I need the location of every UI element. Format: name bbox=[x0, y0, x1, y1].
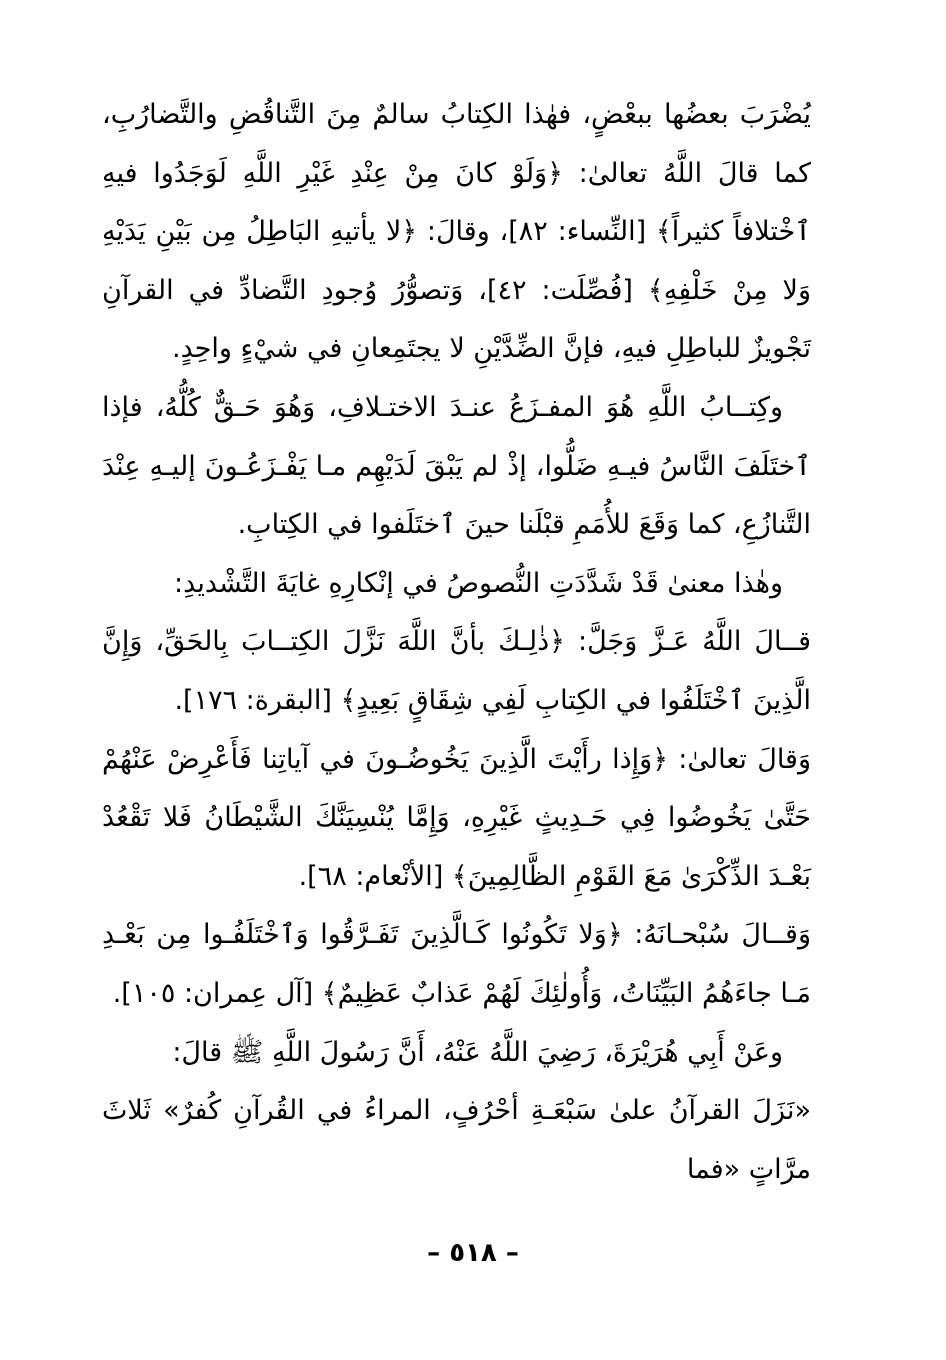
paragraph-7: وعَنْ أَبِي هُرَيْرَةَ، رَضِيَ اللَّهُ عَنْهُ، أَنَّ رَسُولَ اللَّهِ ﷺ قالَ: bbox=[172, 1036, 783, 1068]
paragraph-1: يُضْرَبَ بعضُها ببعْضٍ، فهٰذا الكِتابُ سالمٌ مِنَ التَّناقُضِ والتَّضارُبِ، كما قالَ اللَّهُ تعالىٰ: ﴿وَلَوْ كانَ مِنْ عِنْدِ غَيْرِ اللَّهِ لَوَجَدُوا فيهِ ٱخْتلافاً كثيراً﴾ [النِّساء: ٨٢]، وقالَ: ﴿لا يأتيهِ البَاطِلُ مِن بَيْنِ يَدَيْهِ وَلا مِنْ خَلْفِهِ﴾ [فُصِّلَت: ٤٢]، وَتصوُّرُ وُجودِ التَّضادِّ في القرآنِ تَجْويزٌ للباطِلِ فيهِ، فإنَّ الضِّدَّيْنِ لا يجتَمِعانِ في شيْءٍ واحِدٍ. bbox=[102, 99, 811, 365]
paragraph-3: وهٰذا معنىٰ قَدْ شَدَّدَتِ النُّصوصُ في إنْكارِهِ غايَةَ التَّشْديدِ: bbox=[174, 567, 783, 599]
paragraph-5: وَقالَ تعالىٰ: ﴿وَإِذا رأَيْتَ الَّذِينَ يَخُوضُـونَ في آياتِنا فَأَعْرِضْ عَنْهُمْ حَتَّىٰ يَخُوضُوا فِي حَـدِيثٍ غَيْرِهِ، وَإِمَّا يُنْسِيَنَّكَ الشَّيْطَانُ فَلا تَقْعُدْ بَعْـدَ الذِّكْرَىٰ مَعَ القَوْمِ الظَّالِمِينَ﴾ [الأنْعام: ٦٨]. bbox=[102, 743, 811, 892]
paragraph-8: «نَزَلَ القرآنُ علىٰ سَبْعَـةِ أحْرُفٍ، المراءُ في القُرآنِ كُفرٌ» ثَلاثَ مرَّاتٍ «فما bbox=[102, 1095, 811, 1185]
paragraph-2: وكِتــابُ اللَّهِ هُوَ المفـزَعُ عنـدَ الاختـلافِ، وَهُوَ حَـقٌّ كُلُّهُ، فإذا ٱختَلَفَ النَّاسُ فيـهِ ضَلُّوا، إذْ لم يَبْقَ لَدَيْهِم مـا يَفْـزَعُـونَ إليـهِ عِنْدَ التَّنازُعِ، كما وَقَعَ للأُمَمِ قبْلَنا حينَ ٱختَلَفوا في الكِتابِ. bbox=[102, 391, 811, 541]
page-body bbox=[102, 86, 811, 1199]
paragraph-6: وَقــالَ سُبْحـانَهُ: ﴿وَلا تَكُونُوا كَـالَّذِينَ تَفَـرَّقُوا وَٱخْتَلَفُـوا مِن بَعْـدِ مَـا جاءَهُمُ البَيِّنَاتُ، وَأُولٰئِكَ لَهُمْ عَذابٌ عَظِيمٌ﴾ [آل عِمران: ١٠٥]. bbox=[102, 919, 811, 1009]
paragraph-4: قــالَ اللَّهُ عَـزَّ وَجَلَّ: ﴿ذٰلِـكَ بأنَّ اللَّهَ نَزَّلَ الكِتــابَ بِالحَقِّ، وَإِنَّ الَّذِينَ ٱخْتَلَفُوا في الكِتابِ لَفِي شِقَاقٍ بَعِيدٍ﴾ [البقرة: ١٧٦]. bbox=[102, 626, 811, 716]
page-number: – ٥١٨ – bbox=[427, 1238, 519, 1268]
